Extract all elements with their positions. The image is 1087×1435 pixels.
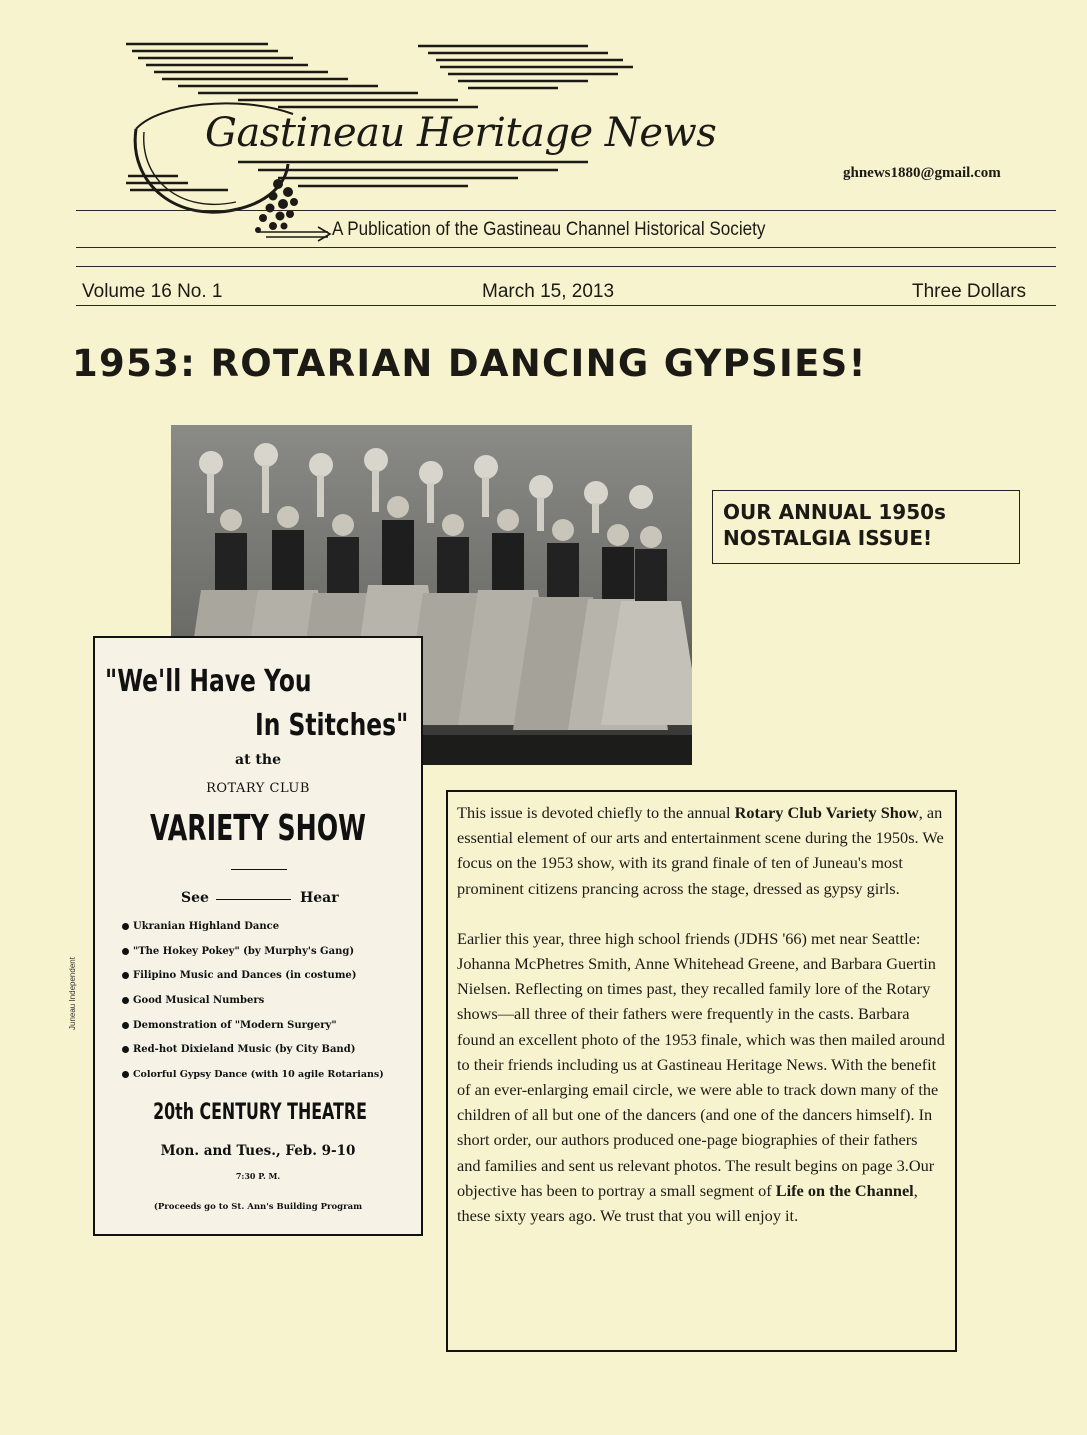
- article-text: , an essential element of our arts and entertainment scene during the 1950s. We focus on the 1953 show, with its grand finale of ten of Juneau's most prominent citizens prancing across the stage, dressed as gypsy girls.: [457, 803, 944, 898]
- article-box: [446, 790, 957, 1352]
- article-emphasis: Life on the Channel: [775, 1180, 914, 1200]
- ad-headline-2: In Stitches": [255, 708, 409, 743]
- divider: [76, 266, 1056, 267]
- ad-item: Colorful Gypsy Dance (with 10 agile Rotarians): [133, 1069, 384, 1080]
- masthead-email: ghnews1880@gmail.com: [843, 165, 1001, 181]
- article-paragraph: [457, 926, 945, 1228]
- ad-time: 7:30 P. M.: [235, 1171, 281, 1181]
- ad-item: Red-hot Dixieland Music (by City Band): [133, 1044, 356, 1055]
- ad-see: See: [181, 890, 209, 906]
- divider: [76, 247, 1056, 248]
- variety-show-ad: [93, 636, 423, 1236]
- ad-proceeds: (Proceeds go to St. Ann's Building Program: [153, 1202, 363, 1212]
- nostalgia-box: [712, 490, 1020, 564]
- issue-price: Three Dollars: [912, 281, 1027, 302]
- ad-item: "The Hokey Pokey" (by Murphy's Gang): [133, 946, 355, 957]
- ad-show: VARIETY SHOW: [150, 808, 366, 849]
- masthead-subtitle: A Publication of the Gastineau Channel Historical Society: [332, 219, 766, 240]
- article-text: Earlier this year, three high school friends (JDHS '66) met near Seattle: Johanna McPhetres Smith, Anne Whitehead Greene, and Barbara Guertin Nielsen. Reflecting on times past, they recalled family lore of the Rotary shows—all three of their fathers were frequently in the casts. Barbara found an excellent photo of the 1953 finale, which was then mailed around to their friends including us at Gastineau Heritage News. With the benefit of an ever-enlarging email circle, we were able to track down many of the children of all but one of the dancers (and one of the dancers himself). In short order, our authors produced one-page biographies of their fathers and families and sent us relevant photos. The result begins on page 3.Our objective has been to portray a small segment of: [457, 928, 945, 1200]
- issue-volume: Volume 16 No. 1: [82, 281, 223, 302]
- article-paragraph: [457, 800, 945, 901]
- nostalgia-line: NOSTALGIA ISSUE!: [723, 526, 933, 550]
- nostalgia-line: OUR ANNUAL 1950s: [723, 500, 946, 524]
- ad-credit: Juneau Independent: [68, 957, 77, 1030]
- ad-hear: Hear: [300, 890, 339, 906]
- article-emphasis: Rotary Club Variety Show: [734, 803, 919, 822]
- masthead-title: Gastineau Heritage News: [205, 110, 717, 156]
- ad-item: Filipino Music and Dances (in costume): [133, 970, 357, 981]
- ad-club: ROTARY CLUB: [206, 781, 310, 796]
- ad-theatre: 20th CENTURY THEATRE: [153, 1100, 367, 1125]
- divider: [76, 210, 1056, 211]
- ad-at-the: at the: [235, 752, 281, 768]
- ad-item: Ukranian Highland Dance: [133, 921, 280, 932]
- divider: [231, 869, 287, 870]
- divider: [76, 305, 1056, 306]
- article-text: , these sixty years ago. We trust that you will enjoy it.: [457, 1180, 918, 1226]
- ad-item: Demonstration of "Modern Surgery": [133, 1020, 337, 1031]
- ad-headline-1: "We'll Have You: [105, 664, 312, 699]
- headline: 1953: ROTARIAN DANCING GYPSIES!: [72, 342, 867, 385]
- ad-dates: Mon. and Tues., Feb. 9-10: [160, 1143, 356, 1159]
- article-text: This issue is devoted chiefly to the annual: [457, 803, 735, 822]
- divider: [216, 899, 291, 900]
- issue-date: March 15, 2013: [482, 281, 615, 302]
- ad-item: Good Musical Numbers: [133, 995, 265, 1006]
